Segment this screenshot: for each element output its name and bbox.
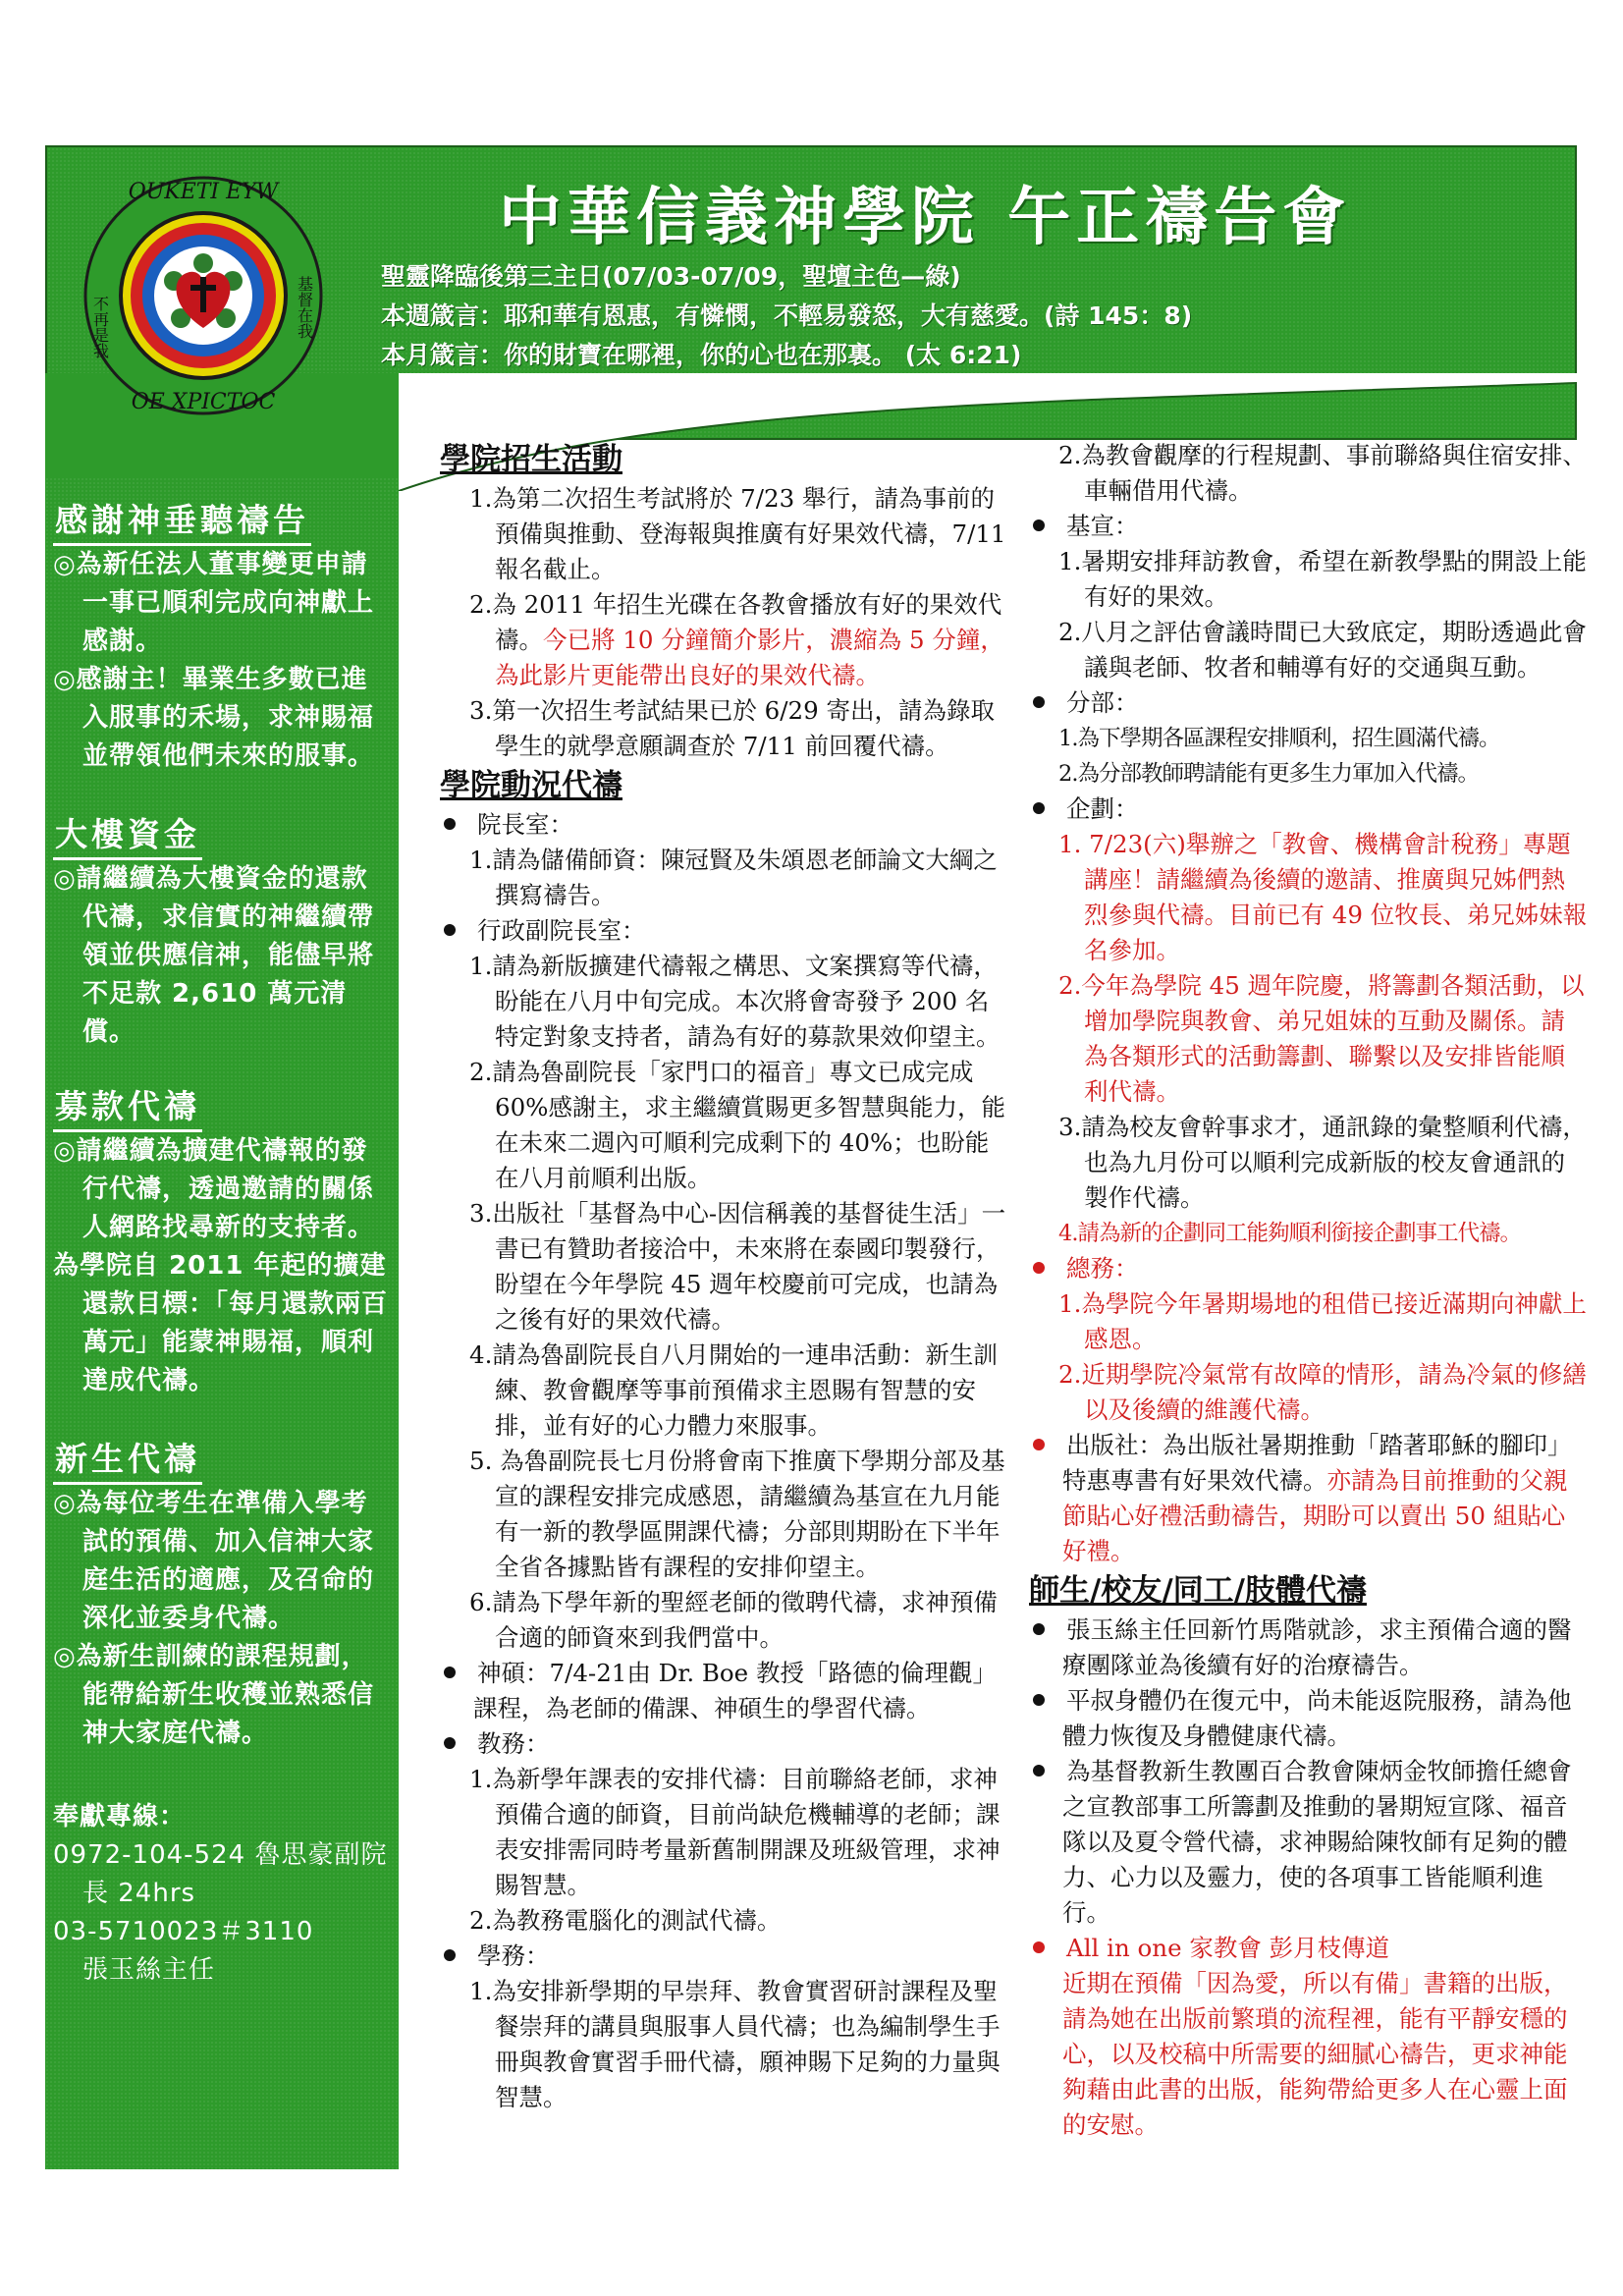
bullet-text: 平叔身體仍在復元中，尚未能返院服務，請為他體力恢復及身體健康代禱。 (1062, 1686, 1572, 1750)
list-item: 6.請為下學年新的聖經老師的徵聘代禱，求神預備合適的師資來到我們當中。 (469, 1588, 998, 1652)
bullet-label: 院長室： (477, 810, 573, 839)
list-item: 1.為新學年課表的安排代禱：目前聯絡老師，求神預備合適的師資，目前尚缺危機輔導的老師；課表安排需同時考量新舊制開課及班級管理，求神賜智慧。 (469, 1765, 1001, 1899)
fund-item: ◎請繼續為擴建代禱報的發行代禱，透過邀請的關係人網路找尋新的支持者。 (53, 1136, 375, 1242)
bullet-student-affairs (440, 1939, 1009, 1974)
list-item (440, 587, 1009, 693)
list-item: 2.近期學院冷氣常有故障的情形，請為冷氣的修繕以及後續的維護代禱。 (1058, 1360, 1587, 1424)
bullet-icon (444, 1667, 456, 1678)
bullet-label: 學務： (477, 1941, 550, 1970)
bullet-icon (1033, 802, 1045, 814)
bullet-text: 為基督教新生教團百合教會陳炳金牧師擔任總會之宣教部事工所籌劃及推動的暑期短宣隊、福音隊以及夏令營代禱，求神賜給陳牧師有足夠的體力、心力以及靈力，使的各項事工皆能順利進行。 (1062, 1757, 1572, 1927)
bullet-person (1029, 1683, 1589, 1754)
bullet-icon (444, 924, 456, 936)
thanks-item: ◎為新任法人董事變更申請一事已順利完成向神獻上感謝。 (53, 550, 375, 656)
list-item: 3.請為校友會幹事求才，通訊錄的彙整順利代禱，也為九月份可以順利完成新版的校友會通訊的製作代禱。 (1058, 1113, 1587, 1212)
section-heading-people: 師生/校友/同工/肢體代禱 (1029, 1573, 1367, 1609)
section-heading-admissions: 學院招生活動 (440, 442, 622, 477)
bullet-label: 行政副院長室： (477, 916, 646, 945)
list-item: 3.出版社「基督為中心-因信稱義的基督徒生活」一書已有贊助者接洽中，未來將在泰國印製發行，盼望在今年學院 45 週年校慶前可完成，也請為之後有好的果效代禱。 (469, 1199, 1006, 1334)
bullet-general-affairs (1029, 1251, 1589, 1286)
contact-phone-1: 0972-104-524 魯思豪副院長 24hrs (53, 1840, 388, 1908)
thanks-item: ◎感謝主！畢業生多數已進入服事的禾場，求神賜福並帶領他們未來的服事。 (53, 665, 375, 771)
seal-left-text: 不再是我 (90, 296, 110, 358)
list-item: 1.暑期安排拜訪教會，希望在新教學點的開設上能有好的果效。 (1058, 547, 1587, 611)
bullet-icon (1033, 519, 1045, 531)
bullet-label: 教務： (477, 1729, 550, 1758)
bullet-icon (444, 818, 456, 830)
sidebar (45, 477, 399, 2169)
list-item: 1.為學院今年暑期場地的租借已接近滿期向神獻上感恩。 (1058, 1289, 1587, 1353)
bullet-person (1029, 1754, 1589, 1931)
bullet-jixuan (1029, 509, 1589, 544)
bullet-icon (1033, 1941, 1045, 1953)
building-heading: 大樓資金 (53, 809, 202, 860)
list-item: 2.請為魯副院長「家門口的福音」專文已成完成 60%感謝主，求主繼續賞賜更多智慧與能力，能在未來二週內可順利完成剩下的 40%；也盼能在八月前順利出版。 (469, 1058, 1005, 1192)
list-item: 2.為教務電腦化的測試代禱。 (469, 1906, 782, 1935)
list-item: 1.為下學期各區課程安排順利，招生圓滿代禱。 (1058, 726, 1500, 751)
bullet-theology (440, 1656, 1009, 1726)
seal-bottom-text: OE XPICTOC (131, 390, 276, 414)
list-item: 4.請為新的企劃同工能夠順利銜接企劃事工代禱。 (1058, 1221, 1521, 1246)
bullet-icon (444, 1949, 456, 1961)
bullet-publisher (1029, 1428, 1589, 1569)
bullet-label: 分部： (1066, 688, 1139, 717)
weekly-verse: 本週箴言：耶和華有恩惠，有憐憫，不輕易發怒，大有慈愛。(詩 145：8) (381, 301, 1193, 330)
newstudents-item: ◎為每位考生在準備入學考試的預備、加入信神大家庭生活的適應，及召命的深化並委身代禱。 (53, 1489, 375, 1633)
bullet-text: 張玉絲主任回新竹馬階就診，求主預備合適的醫療團隊並為後續有好的治療禱告。 (1062, 1615, 1572, 1679)
bullet-icon (1033, 1694, 1045, 1706)
newstudents-item: ◎為新生訓練的課程規劃，能帶給新生收穫並熟悉信神大家庭代禱。 (53, 1642, 375, 1748)
newstudents-heading: 新生代禱 (53, 1434, 202, 1485)
monthly-verse: 本月箴言：你的財寶在哪裡，你的心也在那裏。 (太 6:21) (381, 341, 1022, 369)
bullet-person (1029, 1931, 1589, 1966)
bullet-icon (1033, 1262, 1045, 1274)
bullet-label: All in one 家教會 彭月枝傳道 (1066, 1934, 1390, 1962)
list-item-text: 2.為 2011 年招生光碟在各教會播放有好的果效代禱。 (469, 590, 1002, 654)
content-column-2 (1029, 438, 1589, 2143)
bullet-text: 出版社：為出版社暑期推動「踏著耶穌的腳印」特惠專書有好果效代禱。 (1062, 1431, 1572, 1495)
list-item: 5. 為魯副院長七月份將會南下推廣下學期分部及基宣的課程安排完成感恩，請繼續為基宣在九月能有一新的教學區開課代禱；分部則期盼在下半年全省各據點皆有課程的安排仰望主。 (469, 1447, 1005, 1581)
bullet-icon (1033, 1623, 1045, 1635)
fund-item: 為學院自 2011 年起的擴建還款目標：「每月還款兩百萬元」能蒙神賜福，順利達成代禱。 (53, 1251, 389, 1395)
bullet-icon (444, 1737, 456, 1749)
list-item: 1.請為儲備師資：陳冠賢及朱頌恩老師論文大綱之撰寫禱告。 (469, 846, 998, 909)
seminary-seal-logo (81, 173, 326, 418)
list-item: 2.為分部教師聘請能有更多生力軍加入代禱。 (1058, 761, 1479, 787)
list-item: 1.為安排新學期的早崇拜、教會實習研討課程及聖餐崇拜的講員與服事人員代禱；也為編制學生手冊與教會實習手冊代禱，願神賜下足夠的力量與智慧。 (469, 1977, 1001, 2111)
bullet-icon (1033, 696, 1045, 708)
seal-top-text: OUKETI EYW (128, 180, 279, 204)
list-item: 2.為教會觀摩的行程規劃、事前聯絡與住宿安排、車輛借用代禱。 (1058, 441, 1587, 505)
bullet-president (440, 807, 1009, 843)
bullet-label: 基宣： (1066, 512, 1139, 540)
bullet-person (1029, 1613, 1589, 1683)
content-column-1 (440, 438, 1009, 2115)
bullet-label: 企劃： (1066, 794, 1139, 823)
building-item: ◎請繼續為大樓資金的還款代禱，求信實的神繼續帶領並供應信神，能儘早將不足款 2,610 萬元清償。 (53, 864, 375, 1047)
bullet-planning (1029, 792, 1589, 827)
contact-person: 張玉絲主任 (82, 1955, 216, 1985)
list-item: 3.第一次招生考試結果已於 6/29 寄出，請為錄取學生的就學意願調查於 7/11 前回覆代禱。 (469, 696, 995, 760)
bullet-branch (1029, 685, 1589, 721)
section-heading-status: 學院動況代禱 (440, 768, 622, 803)
list-item: 2.今年為學院 45 週年院慶，將籌劃各類活動，以增加學院與教會、弟兄姐妹的互動及關係。請為各類形式的活動籌劃、聯繫以及安排皆能順利代禱。 (1058, 971, 1585, 1106)
list-item-highlight: 今已將 10 分鐘簡介影片，濃縮為 5 分鐘，為此影片更能帶出良好的果效代禱。 (495, 626, 1004, 689)
thanks-heading: 感謝神垂聽禱告 (53, 495, 311, 546)
list-item: 1.為第二次招生考試將於 7/23 舉行，請為事前的預備與推動、登海報與推廣有好果效代禱，7/11 報名截止。 (469, 484, 1006, 583)
fund-heading: 募款代禱 (53, 1081, 202, 1132)
bullet-icon (1033, 1439, 1045, 1450)
list-item: 1. 7/23(六)舉辦之「教會、機構會計稅務」專題講座！請繼續為後續的邀請、推廣與兄姊們熱烈參與代禱。目前已有 49 位牧長、弟兄姊妹報名參加。 (1058, 830, 1588, 964)
bullet-text: 神碩：7/4-21由 Dr. Boe 教授「路德的倫理觀」課程，為老師的備課、神碩生的學習代禱。 (473, 1659, 997, 1722)
bullet-highlight: 亦請為目前推動的父親節貼心好禮活動禱告，期盼可以賣出 50 組貼心好禮。 (1062, 1466, 1568, 1565)
list-item: 1.請為新版擴建代禱報之構思、文案撰寫等代禱，盼能在八月中旬完成。本次將會寄發予 200 名特定對象支持者，請為有好的募款果效仰望主。 (469, 952, 1001, 1051)
contact-label: 奉獻專線： (53, 1802, 187, 1831)
seal-right-text: 基督在我 (295, 276, 314, 339)
list-item: 2.八月之評估會議時間已大致底定，期盼透過此會議與老師、牧者和輔導有好的交通與互動。 (1058, 618, 1587, 682)
liturgical-date: 聖靈降臨後第三主日(07/03-07/09，聖壇主色—綠) (381, 262, 961, 291)
list-item: 近期在預備「因為愛，所以有備」書籍的出版，請為她在出版前繁瑣的流程裡，能有平靜安穩的心，以及校稿中所需要的細膩心禱告，更求神能夠藉由此書的出版，能夠帶給更多人在心靈上面的安慰。 (1062, 1969, 1568, 2139)
contact-phone-2: 03-5710023＃3110 (53, 1917, 314, 1946)
bullet-label: 總務： (1066, 1254, 1139, 1283)
bullet-icon (1033, 1765, 1045, 1777)
bullet-vp (440, 913, 1009, 949)
list-item: 4.請為魯副院長自八月開始的一連串活動：新生訓練、教會觀摩等事前預備求主恩賜有智慧的安排，並有好的心力體力來服事。 (469, 1340, 998, 1440)
bullet-academic (440, 1726, 1009, 1762)
page-title: 中華信義神學院 午正禱告會 (499, 182, 1352, 254)
